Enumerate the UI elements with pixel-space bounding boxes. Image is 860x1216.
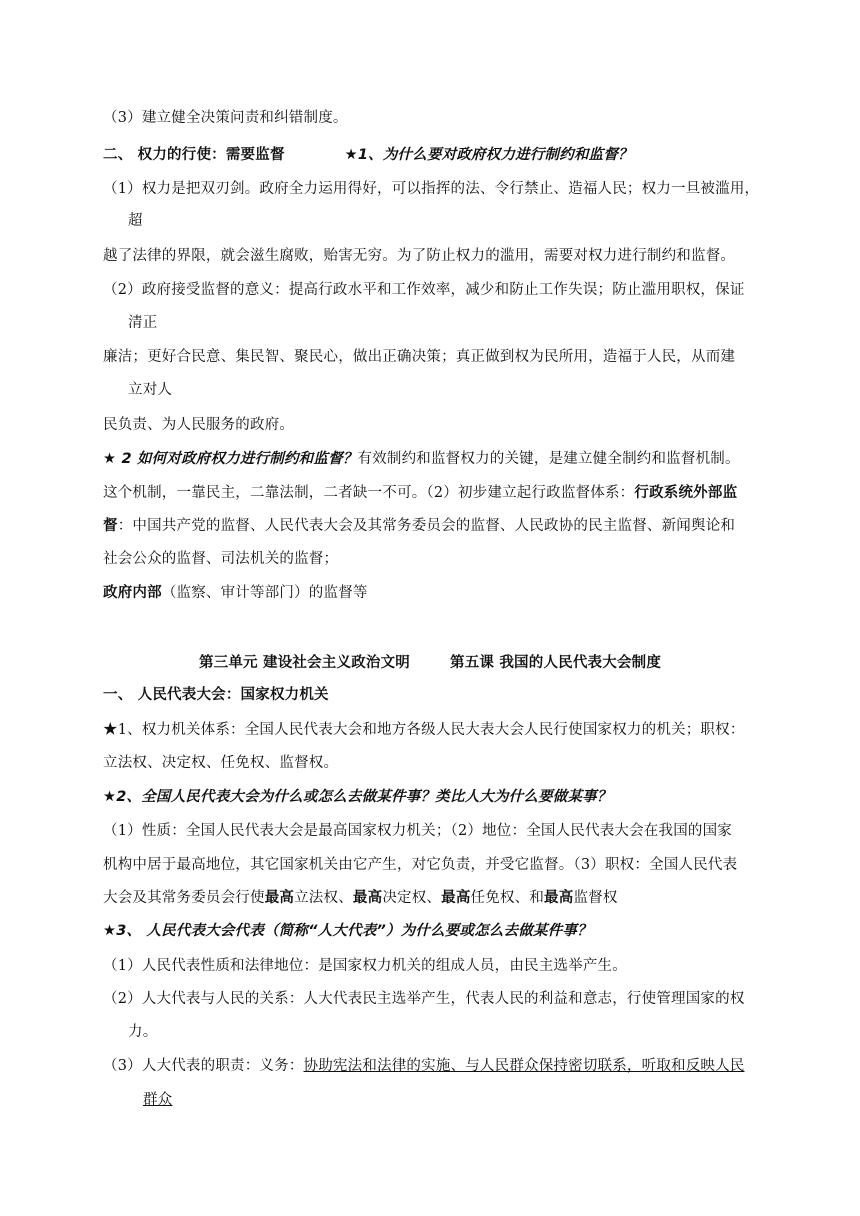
text-span: 任免权、和 — [470, 890, 545, 906]
text-line: （2）政府接受监督的意义：提高行政水平和工作效率，减少和防止工作失误；防止滥用职权，保证 — [103, 282, 745, 298]
text-span: 立法权、 — [294, 890, 353, 906]
bold-span: 督 — [103, 518, 118, 534]
text-line: 立法权、决定权、任免权、监督权。 — [103, 755, 339, 771]
text-line: 清正 — [128, 315, 158, 331]
bold-span: 政府内部 — [103, 585, 162, 601]
text-line — [103, 1056, 763, 1076]
text-line — [103, 516, 763, 536]
answer-text: 有效制约和监督权力的关键，是建立健全制约和监督机制。 — [357, 451, 740, 467]
text-line: 群众 — [143, 1092, 173, 1108]
heading-text: 二、 权力的行使：需要监督 — [103, 147, 285, 163]
text-line: （1）人民代表性质和法律地位：是国家权力机关的组成人员，由民主选举产生。 — [103, 958, 627, 974]
text-line — [103, 483, 763, 503]
bold-span: 最高 — [352, 890, 383, 906]
bold-span: 最高 — [441, 890, 471, 906]
text-span: （3）人大代表的职责：义务： — [103, 1058, 304, 1074]
section-heading: 一、 人民代表大会：国家权力机关 — [103, 687, 329, 703]
text-line: （1）权力是把双刃剑。政府全力运用得好，可以指挥的法、令行禁止、造福人民；权力一旦被滥用， — [103, 181, 760, 197]
text-line: 越了法律的界限，就会滋生腐败，贻害无穷。为了防止权力的滥用，需要对权力进行制约和监督。 — [103, 248, 736, 264]
text-line: 立对人 — [128, 382, 173, 398]
question-text: ★2、全国人民代表大会为什么或怎么去做某件事？类比人大为什么要做某事？ — [103, 789, 612, 805]
bold-span: 行政系统外部监 — [634, 485, 738, 501]
text-span: ：中国共产党的监督、人民代表大会及其常务委员会的监督、人民政协的民主监督、新闻舆论和 — [117, 518, 736, 534]
text-line: 社会公众的监督、司法机关的监督； — [103, 551, 339, 567]
text-line: 民负责、为人民服务的政府。 — [103, 417, 295, 433]
text-line — [103, 888, 763, 908]
bold-span: 最高 — [544, 890, 574, 906]
question-text: ★ 2 如何对政府权力进行制约和监督？ — [103, 451, 358, 467]
text-span: 大会及其常务委员会行使 — [103, 890, 265, 906]
underlined-span: 协助宪法和法律的实施、与人民群众保持密切联系，听取和反映人民 — [303, 1058, 745, 1074]
unit-heading — [0, 653, 860, 673]
unit-title: 第三单元 建设社会主义政治文明 — [198, 655, 410, 671]
text-line: 超 — [128, 213, 143, 229]
section-heading — [103, 145, 763, 165]
lesson-title: 第五课 我国的人民代表大会制度 — [450, 655, 662, 671]
bold-span: 最高 — [264, 890, 295, 906]
text-line: （2）人大代表与人民的关系：人大代表民主选举产生，代表人民的利益和意志，行使管理国家的权 — [103, 991, 745, 1007]
text-line: ★1、权力机关体系：全国人民代表大会和地方各级人民大表大会人民行使国家权力的机关；职权： — [103, 722, 745, 738]
text-span: （监察、审计等部门）的监督等 — [161, 585, 368, 601]
text-line: 力。 — [128, 1024, 158, 1040]
text-line — [103, 449, 763, 469]
text-line — [103, 583, 763, 603]
question-text: ★3、 人民代表大会代表（简称“人大代表”）为什么要或怎么去做某件事？ — [103, 923, 592, 939]
text-span: 监督权 — [573, 890, 618, 906]
text-line: 廉洁；更好合民意、集民智、聚民心，做出正确决策；真正做到权为民所用，造福于人民，从而建 — [103, 349, 736, 365]
text-line: 机构中居于最高地位，其它国家机关由它产生，对它负责，并受它监督。（3）职权：全国人民代表 — [103, 857, 738, 873]
text-span: 决定权、 — [382, 890, 442, 906]
question-text: ★1、为什么要对政府权力进行制约和监督？ — [344, 147, 633, 163]
text-line: （1）性质：全国人民代表大会是最高国家权力机关；（2）地位：全国人民代表大会在我国的国家 — [103, 823, 732, 839]
text-line: （3）建立健全决策问责和纠错制度。 — [103, 110, 348, 126]
text-span: 这个机制，一靠民主，二靠法制，二者缺一不可。（2）初步建立起行政监督体系： — [103, 485, 635, 501]
